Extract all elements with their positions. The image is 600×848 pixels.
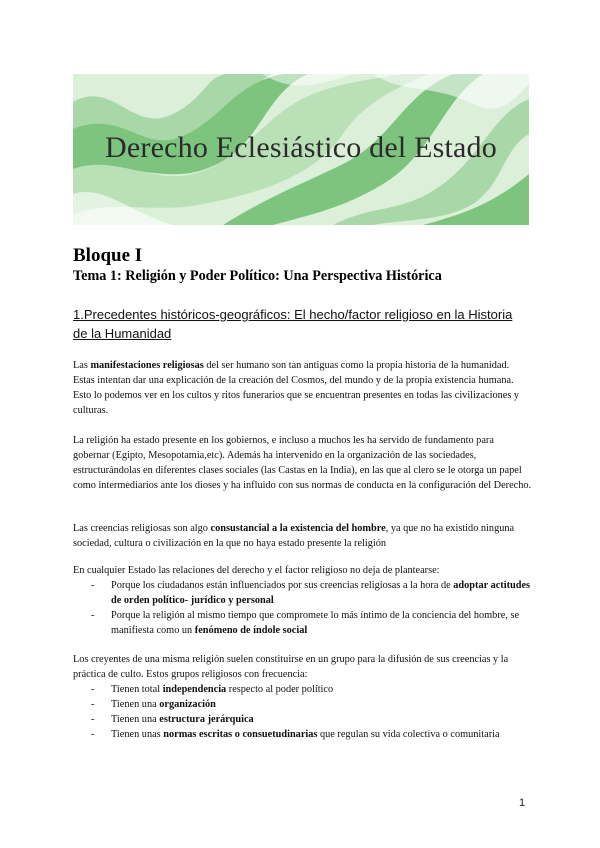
document-title: Derecho Eclesiástico del Estado	[105, 131, 497, 164]
list-item: - Porque la religión al mismo tiempo que compromete lo más íntimo de la conciencia del hombre, se manifiesta como un fenómeno de índole social	[91, 610, 520, 636]
list-item: - Tienen total independencia respecto al poder político	[91, 684, 334, 695]
block-heading: Bloque I	[73, 245, 143, 266]
list-item: - Tienen una estructura jerárquica	[91, 714, 254, 725]
topic-heading: Tema 1: Religión y Poder Político: Una Perspectiva Histórica	[73, 268, 442, 284]
bullet-list-1	[73, 578, 533, 638]
bold-phrase: manifestaciones religiosas	[90, 360, 204, 371]
header-banner	[73, 74, 529, 225]
paragraph-4: En cualquier Estado las relaciones del derecho y el factor religioso no deja de plantearse:	[73, 565, 440, 576]
bullet-list-2	[73, 682, 533, 742]
list-item: - Porque los ciudadanos están influenciados por sus creencias religiosas a la hora de adoptar actitudes de orden político- jurídico y personal	[91, 580, 531, 606]
paragraph-5: Los creyentes de una misma religión suelen constituirse en un grupo para la difusión de sus creencias y la práctica de culto. Estos grupos religiosos con frecuencia:	[73, 654, 509, 680]
paragraph-1: Las manifestaciones religiosas del ser humano son tan antiguas como la propia historia de la humanidad. Estas intentan dar una explicación de la creación del Cosmos, del mundo y de la propia existencia humana. Esto lo podemos ver en los cultos y ritos funerarios que se encuentran presentes en todas las civilizaciones y culturas.	[73, 360, 520, 416]
section-heading: 1.Precedentes históricos-geográficos: El hecho/factor religioso en la Historia de la Humanidad	[73, 307, 513, 341]
paragraph-2: La religión ha estado presente en los gobiernos, e incluso a muchos les ha servido de fundamento para gobernar (Egipto, Mesopotamia,etc). Además ha intervenido en la organización de las sociedades, estructurándolas en diferentes clases sociales (las Castas en la India), en las que al clero se le otorga un papel como intermediarios ante los dioses y ha influido con sus normas de conducta en la configuración del Derecho.	[73, 435, 532, 491]
paragraph-3: Las creencias religiosas son algo consustancial a la existencia del hombre, ya que no ha existido ninguna sociedad, cultura o civilización en la que no haya estado presente la religión	[73, 523, 515, 549]
bold-phrase: consustancial a la existencia del hombre	[210, 523, 386, 534]
page-number: 1	[519, 797, 526, 809]
list-item: - Tienen una organización	[91, 699, 216, 710]
list-item: - Tienen unas normas escritas o consuetudinarias que regulan su vida colectiva o comunitaria	[91, 729, 500, 740]
